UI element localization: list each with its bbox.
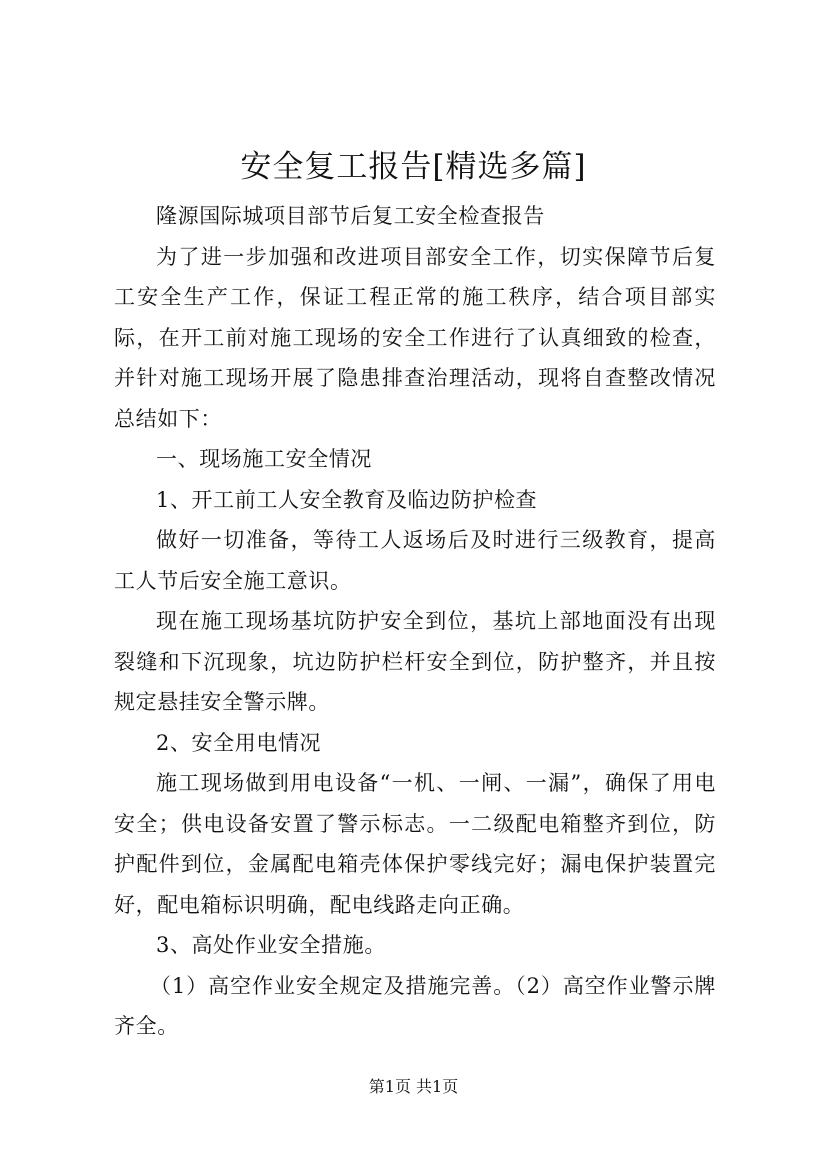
subsection-heading-2: 2、安全用电情况 [156,730,322,755]
paragraph-high-altitude: （1）高空作业安全规定及措施完善。（2）高空作业警示牌齐全。 [114,973,716,1038]
paragraph-electricity: 施工现场做到用电设备“一机、一闸、一漏”，确保了用电安全；供电设备安置了警示标志。一二级配电箱整齐到位，防护配件到位，金属配电箱壳体保护零线完好；漏电保护装置完好，配电箱标识明确，配电线路走向正确。 [114,771,716,917]
subsection-heading-1: 1、开工前工人安全教育及临边防护检查 [156,487,538,512]
paragraph-preparation: 做好一切准备，等待工人返场后及时进行三级教育，提高工人节后安全施工意识。 [114,528,716,593]
paragraph-subtitle: 隆源国际城项目部节后复工安全检查报告 [156,204,545,228]
paragraph-foundation-pit: 现在施工现场基坑防护安全到位，基坑上部地面没有出现裂缝和下沉现象，坑边防护栏杆安全到位，防护整齐，并且按规定悬挂安全警示牌。 [114,609,716,714]
page-footer: 第1页 共1页 [368,1077,459,1096]
section-heading-1: 一、现场施工安全情况 [156,447,372,471]
document-body [114,196,716,1047]
document-title: 安全复工报告[精选多篇] [240,149,587,185]
subsection-heading-3: 3、高处作业安全措施。 [156,933,386,957]
paragraph-intro: 为了进一步加强和改进项目部安全工作，切实保障节后复工安全生产工作，保证工程正常的施工秩序，结合项目部实际，在开工前对施工现场的安全工作进行了认真细致的检查，并针对施工现场开展了隐患排查治理活动，现将自查整改情况总结如下： [114,244,716,431]
